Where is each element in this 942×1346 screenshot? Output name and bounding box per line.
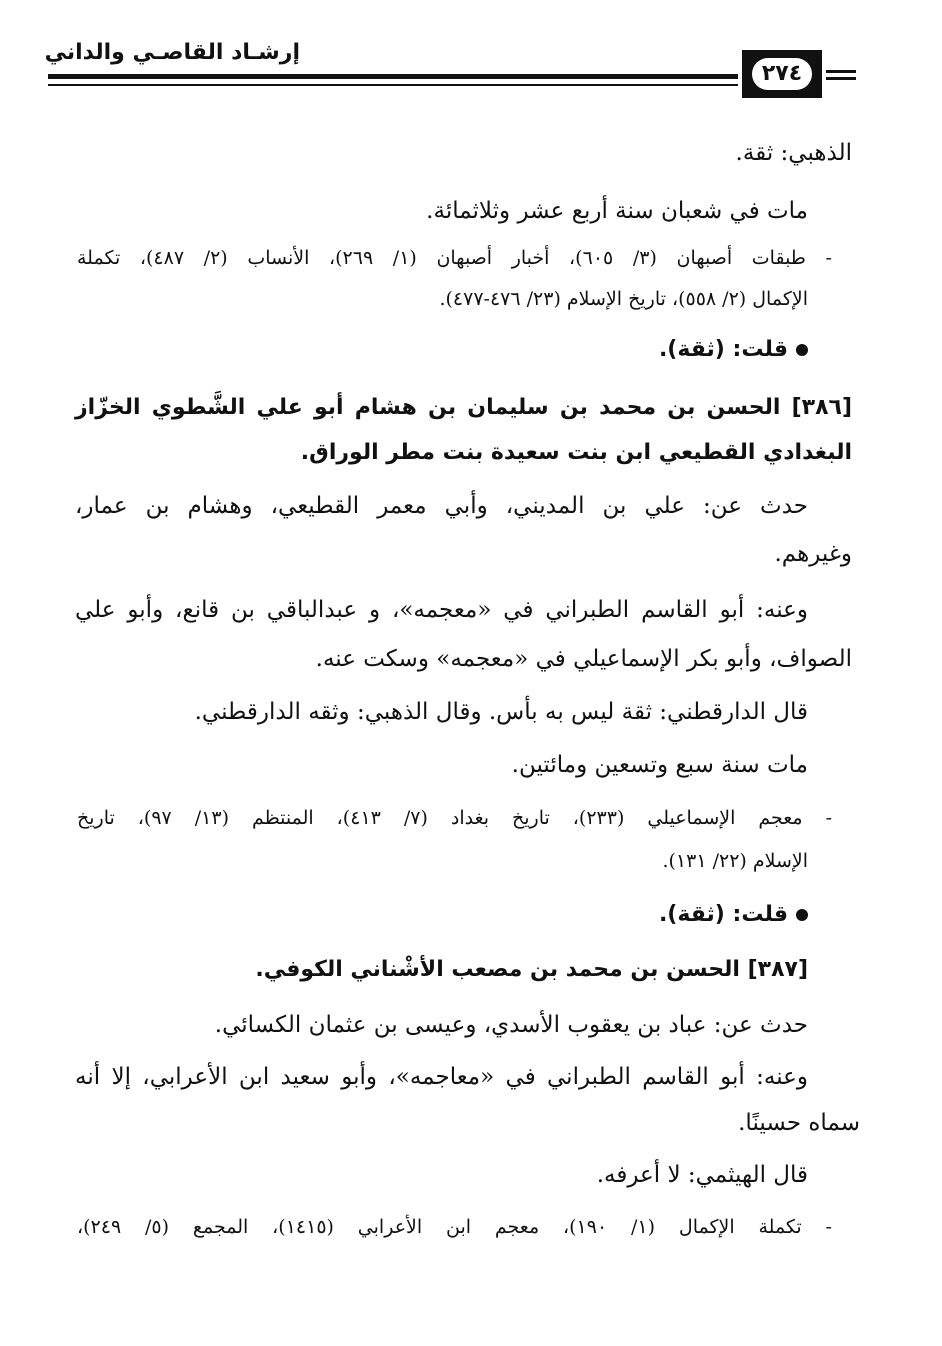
text-line: الصواف، وأبو بكر الإسماعيلي في «معجمه» وسكت عنه.: [315, 646, 852, 672]
verdict-line: [659, 900, 808, 930]
text-line: وعنه: أبو القاسم الطبراني في «معاجمه»، وأبو سعيد ابن الأعرابي، إلا أنه: [75, 1064, 808, 1090]
entry-heading-387: [٣٨٧] الحسن بن محمد بن مصعب الأشْناني الكوفي.: [255, 957, 808, 982]
header-rule-right-bottom: [826, 77, 856, 80]
footnote-line: - تكملة الإكمال (١/ ١٩٠)، معجم ابن الأعرابي (١٤١٥)، المجمع (٥/ ٢٤٩)،: [77, 1216, 832, 1238]
verdict-line: [659, 335, 808, 365]
footnote-line: الإسلام (٢٢/ ١٣١).: [662, 850, 808, 872]
text-line: الذهبي: ثقة.: [735, 140, 852, 166]
text-line: حدث عن: عباد بن يعقوب الأسدي، وعيسى بن عثمان الكسائي.: [214, 1012, 808, 1038]
text-line: قال الهيثمي: لا أعرفه.: [596, 1162, 808, 1188]
verdict-text: قلت: (ثقة).: [658, 902, 788, 927]
running-header-title: إرشـاد القاصـي والداني: [44, 40, 300, 65]
footnote-line: الإكمال (٢/ ٥٥٨)، تاريخ الإسلام (٢٣/ ٤٧٦-٤٧٧).: [439, 288, 808, 310]
entry-heading-386: [٣٨٦] الحسن بن محمد بن سليمان بن هشام أبو علي الشَّطوي الخزّاز: [75, 395, 852, 420]
text-line: مات سنة سبع وتسعين ومائتين.: [511, 752, 808, 778]
text-line: حدث عن: علي بن المديني، وأبي معمر القطيعي، وهشام بن عمار،: [75, 493, 808, 519]
text-line: وعنه: أبو القاسم الطبراني في «معجمه»، و عبدالباقي بن قانع، وأبو علي: [75, 597, 808, 623]
footnote-line: - طبقات أصبهان (٣/ ٦٠٥)، أخبار أصبهان (١/ ٢٦٩)، الأنساب (٢/ ٤٨٧)، تكملة: [77, 247, 832, 269]
header-rule-right-top: [826, 70, 856, 73]
text-line: مات في شعبان سنة أربع عشر وثلاثمائة.: [426, 198, 808, 224]
entry-heading-386-cont: البغدادي القطيعي ابن بنت سعيدة بنت مطر الوراق.: [300, 440, 852, 465]
header-rule-thick: [48, 74, 738, 79]
text-line: سماه حسينًا.: [738, 1110, 860, 1136]
header-rule-thin: [48, 84, 738, 86]
text-line: وغيرهم.: [774, 541, 852, 567]
page-number: ٢٧٤: [752, 58, 812, 90]
footnote-line: - معجم الإسماعيلي (٢٣٣)، تاريخ بغداد (٧/ ٤١٣)، المنتظم (١٣/ ٩٧)، تاريخ: [77, 807, 832, 829]
bullet-icon: [796, 344, 808, 356]
text-line: قال الدارقطني: ثقة ليس به بأس. وقال الذهبي: وثقه الدارقطني.: [194, 699, 808, 725]
verdict-text: قلت: (ثقة).: [658, 337, 788, 362]
bullet-icon: [796, 909, 808, 921]
